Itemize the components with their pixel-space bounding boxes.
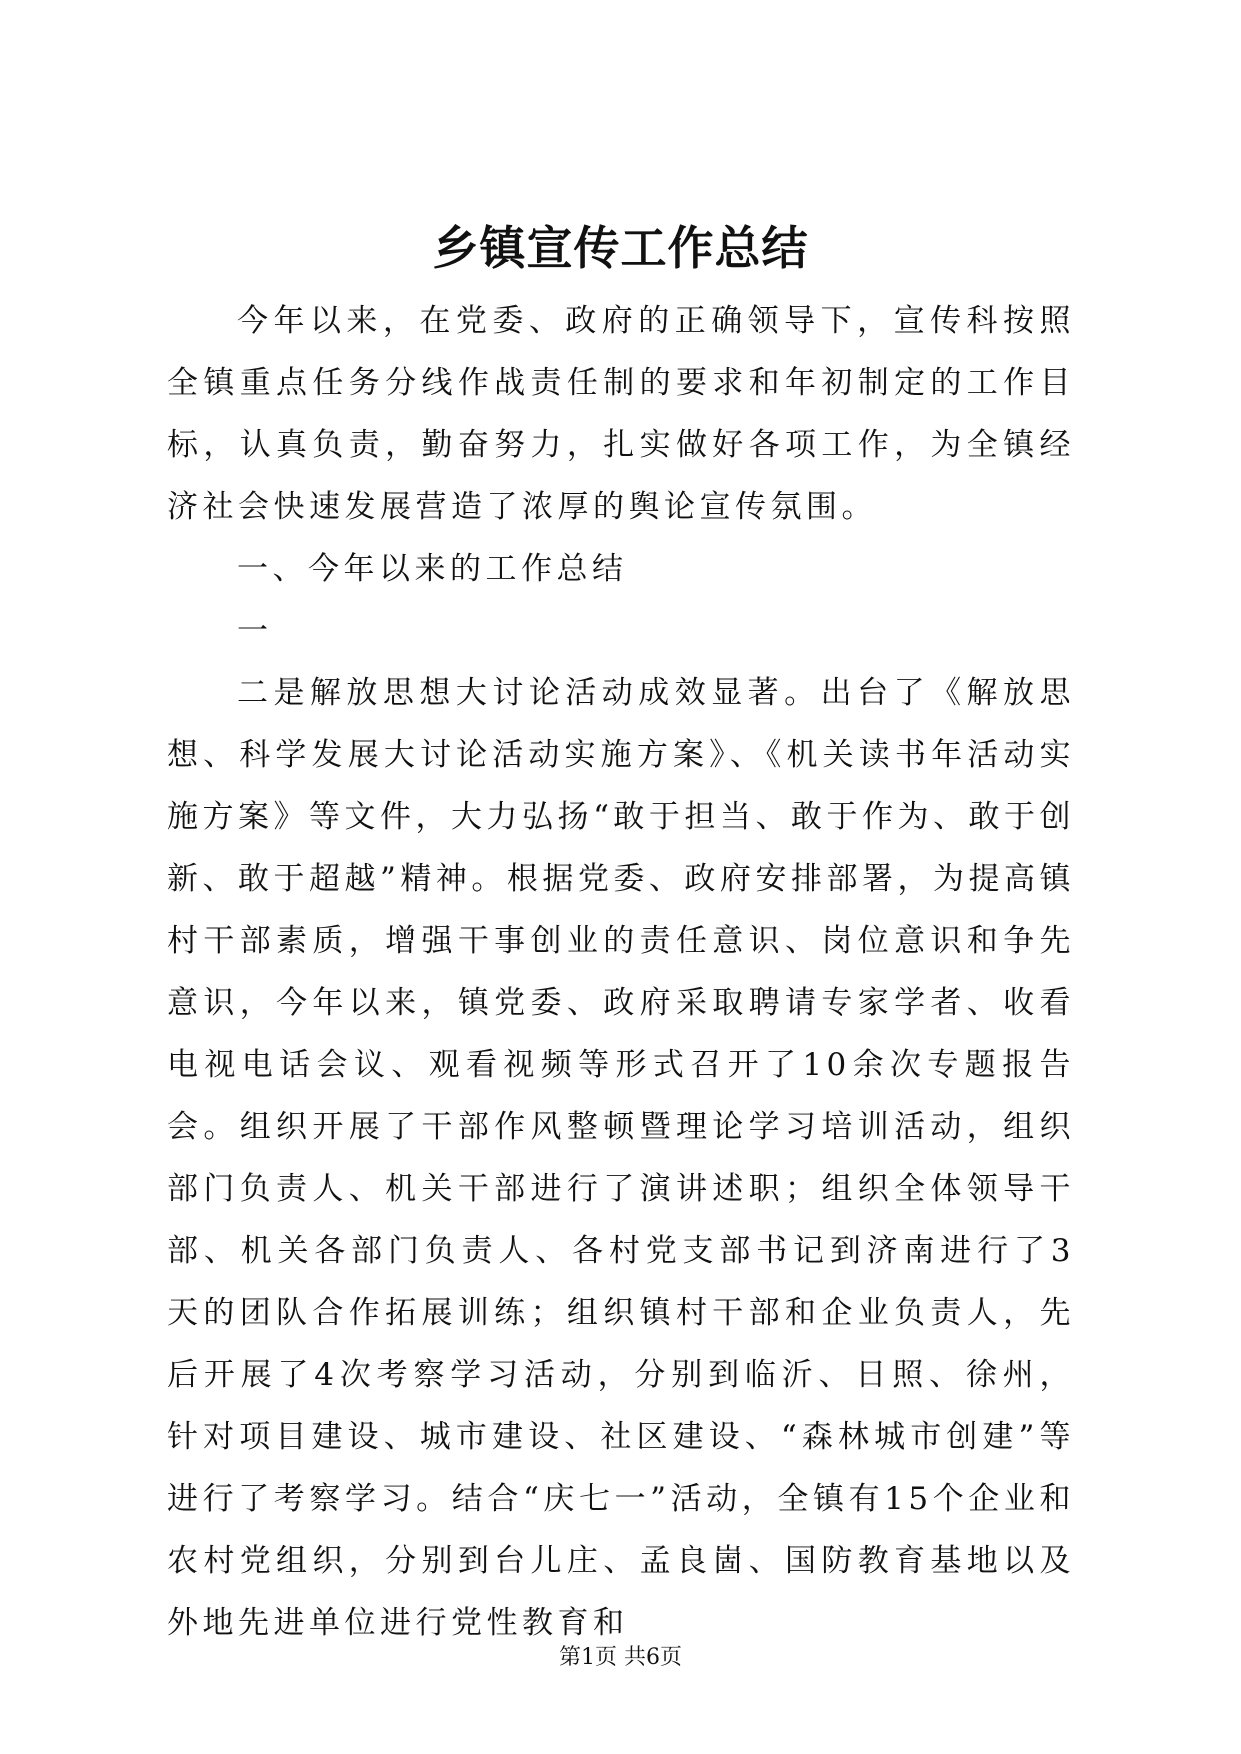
item-two-paragraph: 二是解放思想大讨论活动成效显著。出台了《解放思想、科学发展大讨论活动实施方案》、《机关读书年活动实施方案》等文件，大力弘扬“敢于担当、敢于作为、敢于创新、敢于超越”精神。根据党委、政府安排部署，为提高镇村干部素质，增强干事创业的责任意识、岗位意识和争先意识，今年以来，镇党委、政府采取聘请专家学者、收看电视电话会议、观看视频等形式召开了10余次专题报告会。组织开展了干部作风整顿暨理论学习培训活动，组织部门负责人、机关干部进行了演讲述职；组织全体领导干部、机关各部门负责人、各村党支部书记到济南进行了3天的团队合作拓展训练；组织镇村干部和企业负责人，先后开展了4次考察学习活动，分别到临沂、日照、徐州，针对项目建设、城市建设、社区建设、“森林城市创建”等进行了考察学习。结合“庆七一”活动，全镇有15个企业和农村党组织，分别到台儿庄、孟良崮、国防教育基地以及外地先进单位进行党性教育和	[167, 675, 1075, 1641]
item-one-paragraph: 一	[237, 613, 273, 649]
document-title: 乡镇宣传工作总结	[432, 221, 809, 275]
section-heading: 一、今年以来的工作总结	[237, 551, 628, 587]
intro-paragraph: 今年以来，在党委、政府的正确领导下，宣传科按照全镇重点任务分线作战责任制的要求和年初制定的工作目标，认真负责，勤奋努力，扎实做好各项工作，为全镇经济社会快速发展营造了浓厚的舆论宣传氛围。	[167, 303, 1075, 525]
page-number-footer: 第1页 共6页	[559, 1645, 682, 1670]
document-body	[167, 290, 1075, 1654]
